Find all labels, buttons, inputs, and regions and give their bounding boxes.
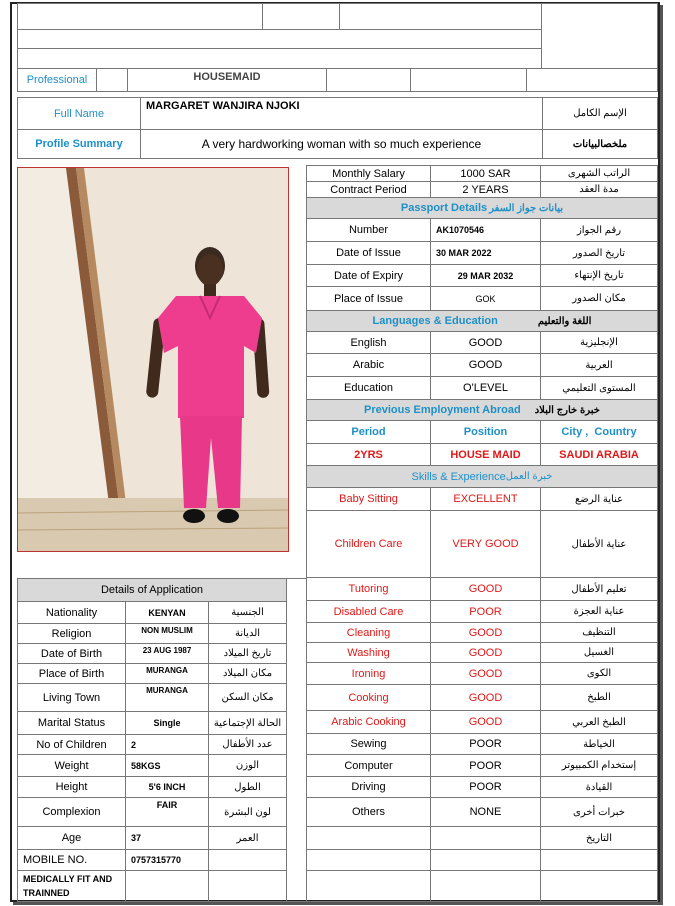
skill-value: NONE xyxy=(430,797,541,827)
application-label: Weight xyxy=(17,754,126,777)
application-value: MURANGA xyxy=(125,683,209,712)
application-value: 37 xyxy=(125,826,209,850)
skill-label: Tutoring xyxy=(306,577,431,601)
passport-expiry-ar: تاريخ الإنتهاء xyxy=(540,264,658,287)
passport-expiry-label: Date of Expiry xyxy=(306,264,431,287)
skill-ar: عناية الأطفال xyxy=(540,510,658,578)
passport-place-value: GOK xyxy=(430,286,541,311)
header-blank-cell xyxy=(17,3,263,30)
profile-summary-value: A very hardworking woman with so much experience xyxy=(140,129,543,159)
passport-place-label: Place of Issue xyxy=(306,286,431,311)
skill-value: POOR xyxy=(430,600,541,623)
language-value: GOOD xyxy=(430,331,541,354)
candidate-photo xyxy=(17,167,289,552)
application-value: NON MUSLIM xyxy=(125,623,209,644)
application-value: 2 xyxy=(125,734,209,755)
application-label: Height xyxy=(17,776,126,798)
profile-summary-label: Profile Summary xyxy=(17,129,141,159)
application-header: Details of Application xyxy=(17,578,287,602)
employment-col-position: Position xyxy=(430,420,541,444)
blank-cell xyxy=(286,578,307,902)
employment-header xyxy=(306,399,658,421)
skill-label: Washing xyxy=(306,642,431,663)
skill-ar: التاريخ xyxy=(540,826,658,850)
professional-label: Professional xyxy=(17,68,97,92)
blank-cell xyxy=(208,849,287,871)
blank-cell xyxy=(526,68,658,92)
application-ar: مكان الميلاد xyxy=(208,663,287,684)
header-blank-cell xyxy=(17,48,542,69)
blank-cell xyxy=(430,849,541,871)
employment-header-en: Previous Employment Abroad xyxy=(364,404,521,416)
skill-label: Sewing xyxy=(306,733,431,755)
skill-label: Others xyxy=(306,797,431,827)
skill-ar: إستخدام الكمبيوتر xyxy=(540,754,658,777)
full-name-ar: الإسم الكامل xyxy=(542,97,658,130)
candidate-photo-illustration xyxy=(18,168,288,551)
skill-label xyxy=(306,826,431,850)
language-value: GOOD xyxy=(430,353,541,377)
employment-header-ar: خبرة خارج البلاد xyxy=(534,404,600,416)
skill-ar: الطبخ العربي xyxy=(540,710,658,734)
language-ar: العربية xyxy=(540,353,658,377)
blank-cell xyxy=(430,870,541,902)
application-value: MURANGA xyxy=(125,663,209,684)
skills-header xyxy=(306,465,658,488)
education-ar: المستوى التعليمي xyxy=(540,376,658,400)
medical-label: MEDICALLY FIT AND TRAINNED xyxy=(17,870,126,902)
skill-value: POOR xyxy=(430,754,541,777)
skill-label: Ironing xyxy=(306,662,431,685)
skill-ar: الكوى xyxy=(540,662,658,685)
passport-issue-ar: تاريخ الصدور xyxy=(540,241,658,265)
skill-label: Children Care xyxy=(306,510,431,578)
application-ar: مكان السكن xyxy=(208,683,287,712)
header-blank-cell xyxy=(262,3,340,30)
application-ar: الوزن xyxy=(208,754,287,777)
skill-value: GOOD xyxy=(430,577,541,601)
position-title: HOUSEMAID xyxy=(127,68,327,92)
language-ar: الإنجليزية xyxy=(540,331,658,354)
languages-header-en: Languages & Education xyxy=(372,315,498,327)
education-label: Education xyxy=(306,376,431,400)
mobile-value: 0757315770 xyxy=(125,849,209,871)
skill-label: Disabled Care xyxy=(306,600,431,623)
skill-label: Arabic Cooking xyxy=(306,710,431,734)
skill-value: GOOD xyxy=(430,622,541,643)
contract-period-ar: مدة العقد xyxy=(540,181,658,198)
skill-value: GOOD xyxy=(430,662,541,685)
passport-header-en: Passport Details xyxy=(400,202,488,214)
application-ar: العمر xyxy=(208,826,287,850)
skill-ar: عناية الرضع xyxy=(540,487,658,511)
employment-col-country: City , Country xyxy=(540,420,658,444)
blank-cell xyxy=(125,870,209,902)
blank-cell xyxy=(306,870,431,902)
application-label: No of Children xyxy=(17,734,126,755)
blank-cell xyxy=(306,849,431,871)
skill-ar: عناية العجزة xyxy=(540,600,658,623)
application-value: 23 AUG 1987 xyxy=(125,643,209,664)
languages-header xyxy=(306,310,658,332)
full-name-label: Full Name xyxy=(17,97,141,130)
application-ar: الجنسية xyxy=(208,601,287,624)
application-label: Complexion xyxy=(17,797,126,827)
application-ar: لون البشرة xyxy=(208,797,287,827)
contract-period-label: Contract Period xyxy=(306,181,431,198)
skill-value: GOOD xyxy=(430,684,541,711)
skill-label: Driving xyxy=(306,776,431,798)
passport-header-ar: بيانات جواز السفر xyxy=(489,202,564,214)
skill-value: GOOD xyxy=(430,710,541,734)
header-blank-cell xyxy=(339,3,542,30)
skill-ar: التنظيف xyxy=(540,622,658,643)
salary-label: Monthly Salary xyxy=(306,165,431,182)
header-blank-cell xyxy=(541,3,658,69)
contract-period-value: 2 YEARS xyxy=(430,181,541,198)
application-ar: الطول xyxy=(208,776,287,798)
blank-cell xyxy=(410,68,527,92)
skill-value: POOR xyxy=(430,733,541,755)
application-label: Living Town xyxy=(17,683,126,712)
blank-cell xyxy=(96,68,128,92)
application-value: Single xyxy=(125,711,209,735)
passport-number-label: Number xyxy=(306,218,431,242)
skill-label: Cleaning xyxy=(306,622,431,643)
passport-header xyxy=(306,197,658,219)
skill-ar: الخياطة xyxy=(540,733,658,755)
blank-cell xyxy=(540,849,658,871)
application-value: FAIR xyxy=(125,797,209,827)
passport-place-ar: مكان الصدور xyxy=(540,286,658,311)
salary-value: 1000 SAR xyxy=(430,165,541,182)
skills-header-en: Skills & Experience xyxy=(411,470,506,483)
application-ar: عدد الأطفال xyxy=(208,734,287,755)
employment-col-period: Period xyxy=(306,420,431,444)
blank-cell xyxy=(540,870,658,902)
profile-summary-ar: ملخصالبيانات xyxy=(542,129,658,159)
mobile-label: MOBILE NO. xyxy=(17,849,126,871)
languages-header-ar: اللغة والتعليم xyxy=(537,315,592,327)
passport-issue-value: 30 MAR 2022 xyxy=(430,241,541,265)
skill-value: POOR xyxy=(430,776,541,798)
application-value: 5'6 INCH xyxy=(125,776,209,798)
blank-cell xyxy=(326,68,411,92)
employment-position: HOUSE MAID xyxy=(430,443,541,466)
skill-value: GOOD xyxy=(430,642,541,663)
skill-label: Computer xyxy=(306,754,431,777)
application-label: Nationality xyxy=(17,601,126,624)
salary-ar: الراتب الشهرى xyxy=(540,165,658,182)
application-ar: الحالة الإجتماعية xyxy=(208,711,287,735)
skill-ar: تعليم الأطفال xyxy=(540,577,658,601)
header-blank-cell xyxy=(17,29,542,49)
passport-number-ar: رقم الجواز xyxy=(540,218,658,242)
application-label: Age xyxy=(17,826,126,850)
application-label: Marital Status xyxy=(17,711,126,735)
application-label: Religion xyxy=(17,623,126,644)
application-label: Date of Birth xyxy=(17,643,126,664)
passport-expiry-value: 29 MAR 2032 xyxy=(430,264,541,287)
application-value: KENYAN xyxy=(125,601,209,624)
blank-cell xyxy=(208,870,287,902)
language-label: English xyxy=(306,331,431,354)
passport-issue-label: Date of Issue xyxy=(306,241,431,265)
skill-ar: القيادة xyxy=(540,776,658,798)
skill-label: Baby Sitting xyxy=(306,487,431,511)
education-value: O'LEVEL xyxy=(430,376,541,400)
skill-ar: خبرات أخرى xyxy=(540,797,658,827)
application-value: 58KGS xyxy=(125,754,209,777)
skill-value: EXCELLENT xyxy=(430,487,541,511)
language-label: Arabic xyxy=(306,353,431,377)
passport-number-value: AK1070546 xyxy=(430,218,541,242)
skill-label: Cooking xyxy=(306,684,431,711)
application-ar: الديانة xyxy=(208,623,287,644)
full-name-value: MARGARET WANJIRA NJOKI xyxy=(140,97,543,130)
skill-value: VERY GOOD xyxy=(430,510,541,578)
application-label: Place of Birth xyxy=(17,663,126,684)
application-ar: تاريخ الميلاد xyxy=(208,643,287,664)
skill-ar: الطبخ xyxy=(540,684,658,711)
employment-country: SAUDI ARABIA xyxy=(540,443,658,466)
skill-ar: الغسيل xyxy=(540,642,658,663)
skill-value xyxy=(430,826,541,850)
employment-period: 2YRS xyxy=(306,443,431,466)
skills-header-ar: خبرة العمل xyxy=(505,471,553,482)
